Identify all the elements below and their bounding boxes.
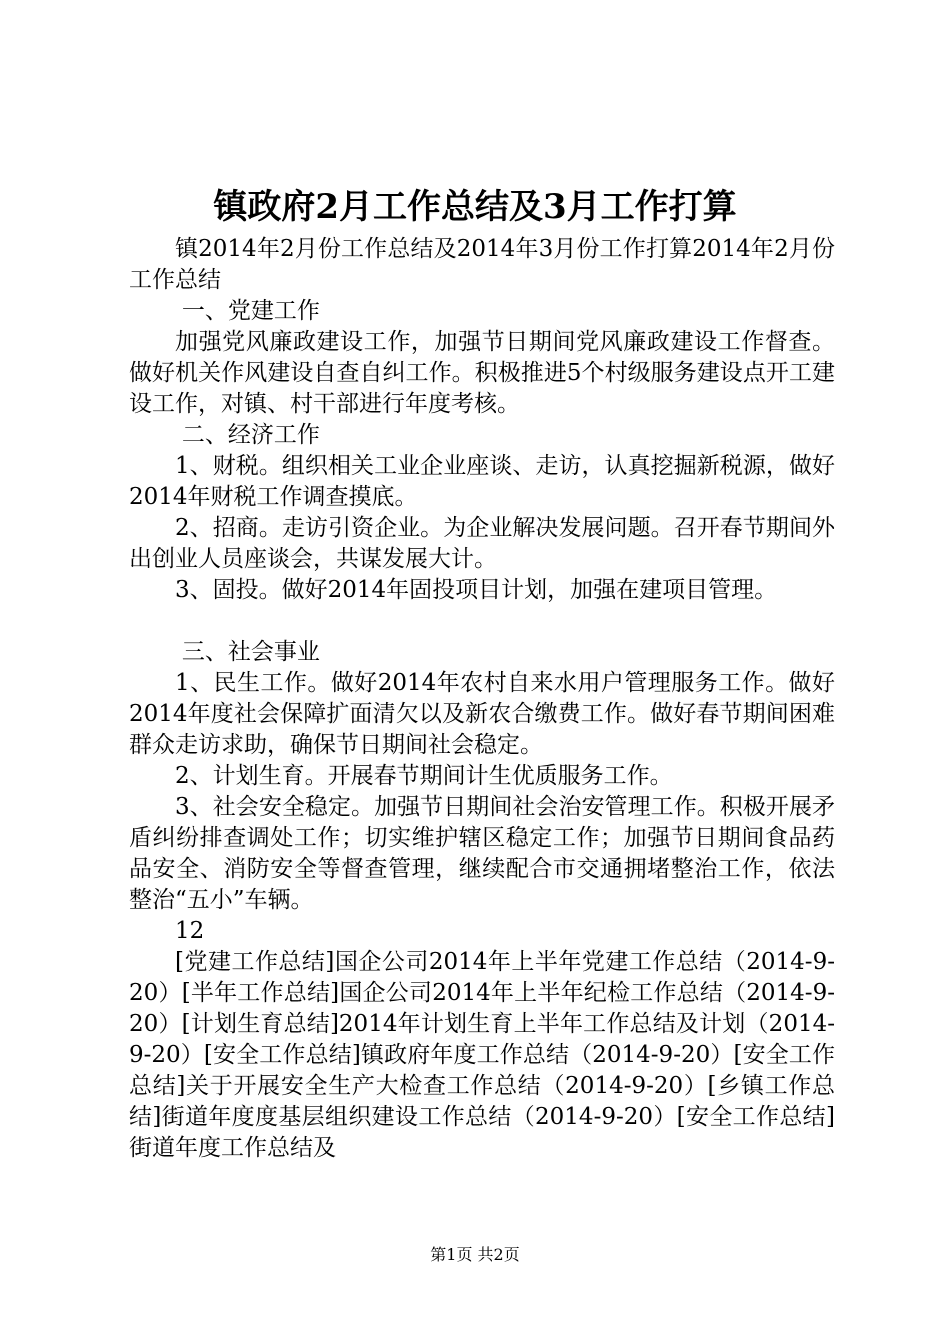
- social-item-security: 3、社会安全稳定。加强节日期间社会治安管理工作。积极开展矛盾纠纷排查调处工作；切实维护辖区稳定工作；加强节日期间食品药品安全、消防安全等督查管理，继续配合市交通拥堵整治工作，依法整治“五小”车辆。: [129, 794, 835, 913]
- page-footer: 第1页 共2页: [430, 1245, 520, 1264]
- party-building-paragraph: 加强党风廉政建设工作，加强节日期间党风廉政建设工作督查。做好机关作风建设自查自纠工作。积极推进5个村级服务建设点开工建设工作，对镇、村干部进行年度考核。: [129, 329, 835, 417]
- intro-paragraph: 镇2014年2月份工作总结及2014年3月份工作打算2014年2月份工作总结: [129, 236, 835, 293]
- section-heading-economy: 二、经济工作: [181, 422, 320, 448]
- social-item-family-planning: 2、计划生育。开展春节期间计生优质服务工作。: [175, 763, 673, 789]
- document-title: 镇政府2月工作总结及3月工作打算: [213, 187, 737, 227]
- economy-item-fixed-investment: 3、固投。做好2014年固投项目计划，加强在建项目管理。: [175, 577, 778, 603]
- economy-item-tax: 1、财税。组织相关工业企业座谈、走访，认真挖掘新税源，做好2014年财税工作调查摸底。: [129, 453, 835, 510]
- paragraph-spacer: [129, 606, 835, 637]
- social-item-livelihood: 1、民生工作。做好2014年农村自来水用户管理服务工作。做好2014年度社会保障扩面清欠以及新农合缴费工作。做好春节期间困难群众走访求助，确保节日期间社会稳定。: [129, 670, 835, 758]
- page-marker-text: 12: [175, 918, 205, 944]
- section-heading-social: 三、社会事业: [181, 639, 320, 665]
- document-body: [129, 234, 835, 1164]
- section-heading-party-building: 一、党建工作: [181, 298, 320, 324]
- related-articles-paragraph: [党建工作总结]国企公司2014年上半年党建工作总结（2014-9-20）[半年工作总结]国企公司2014年上半年纪检工作总结（2014-9-20）[计划生育总结]2014年计划生育上半年工作总结及计划（2014-9-20）[安全工作总结]镇政府年度工作总结（2014-9-20）[安全工作总结]关于开展安全生产大检查工作总结（2014-9-20）[乡镇工作总结]街道年度度基层组织建设工作总结（2014-9-20）[安全工作总结]街道年度工作总结及: [129, 949, 835, 1161]
- economy-item-investment-attraction: 2、招商。走访引资企业。为企业解决发展问题。召开春节期间外出创业人员座谈会，共谋发展大计。: [129, 515, 835, 572]
